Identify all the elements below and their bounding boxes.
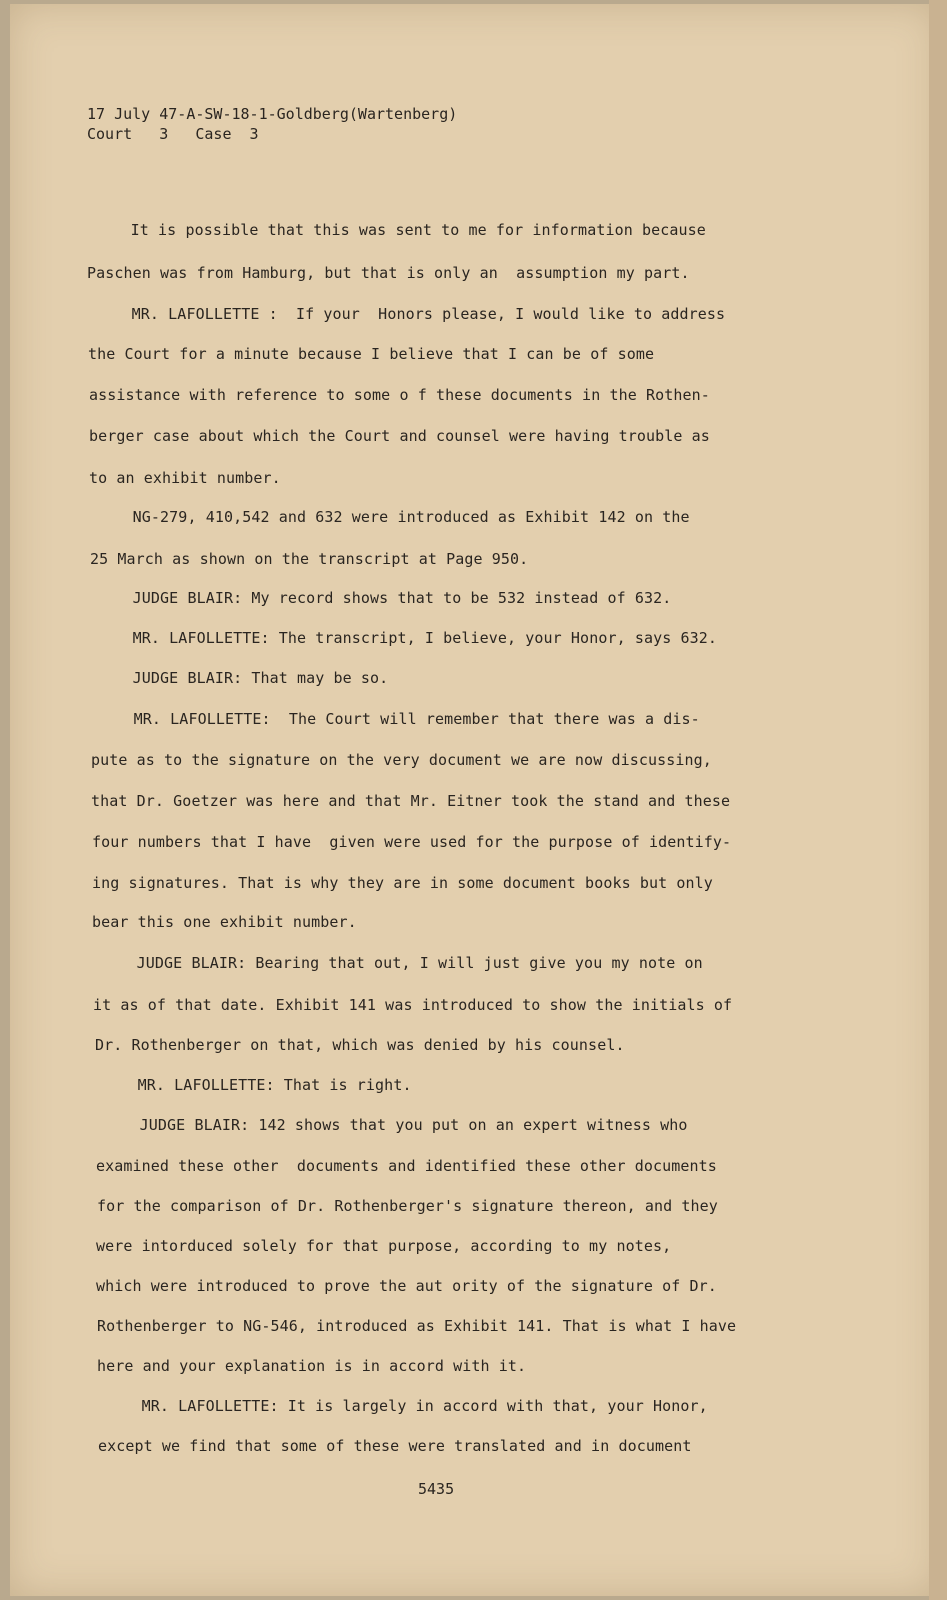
- transcript-line: four numbers that I have given were used for the purpose of identify-: [92, 833, 732, 851]
- document-header: [87, 104, 457, 144]
- transcript-line: 25 March as shown on the transcript at Page 950.: [90, 550, 529, 568]
- transcript-line: examined these other documents and identified these other documents: [96, 1157, 717, 1175]
- header-line-2: Court 3 Case 3: [87, 125, 259, 143]
- transcript-line: bear this one exhibit number.: [92, 913, 357, 931]
- transcript-line: were intorduced solely for that purpose, according to my notes,: [96, 1237, 672, 1255]
- transcript-line: Paschen was from Hamburg, but that is only an assumption my part.: [87, 264, 690, 282]
- transcript-line: berger case about which the Court and counsel were having trouble as: [89, 427, 710, 445]
- transcript-line: MR. LAFOLLETTE: The transcript, I believe, your Honor, says 632.: [87, 629, 718, 647]
- transcript-line: ing signatures. That is why they are in some document books but only: [92, 874, 713, 892]
- transcript-line: here and your explanation is in accord with it.: [97, 1357, 527, 1375]
- transcript-line: assistance with reference to some o f these documents in the Rothen-: [89, 386, 710, 404]
- transcript-line: MR. LAFOLLETTE : If your Honors please, I would like to address: [86, 305, 726, 323]
- header-line-1: 17 July 47-A-SW-18-1-Goldberg(Wartenberg): [87, 105, 458, 123]
- transcript-line: it as of that date. Exhibit 141 was introduced to show the initials of: [93, 996, 733, 1014]
- transcript-line: MR. LAFOLLETTE: The Court will remember that there was a dis-: [88, 710, 700, 728]
- transcript-line: for the comparison of Dr. Rothenberger's signature thereon, and they: [97, 1197, 718, 1215]
- transcript-line: JUDGE BLAIR: That may be so.: [87, 669, 389, 687]
- page-number: 5435: [418, 1480, 455, 1498]
- transcript-line: MR. LAFOLLETTE: That is right.: [92, 1076, 412, 1094]
- transcript-line: pute as to the signature on the very document we are now discussing,: [91, 751, 712, 769]
- transcript-line: NG-279, 410,542 and 632 were introduced as Exhibit 142 on the: [87, 508, 690, 526]
- transcript-line: which were introduced to prove the aut ority of the signature of Dr.: [96, 1277, 717, 1295]
- transcript-line: the Court for a minute because I believe that I can be of some: [88, 345, 655, 363]
- transcript-line: to an exhibit number.: [89, 469, 281, 487]
- transcript-line: Dr. Rothenberger on that, which was denied by his counsel.: [95, 1036, 625, 1054]
- transcript-line: Rothenberger to NG-546, introduced as Exhibit 141. That is what I have: [97, 1317, 737, 1335]
- transcript-line: JUDGE BLAIR: 142 shows that you put on an expert witness who: [94, 1116, 688, 1134]
- transcript-line: JUDGE BLAIR: My record shows that to be 532 instead of 632.: [87, 589, 672, 607]
- transcript-line: It is possible that this was sent to me for information because: [85, 221, 706, 239]
- transcript-line: JUDGE BLAIR: Bearing that out, I will just give you my note on: [91, 954, 703, 972]
- transcript-line: that Dr. Goetzer was here and that Mr. Eitner took the stand and these: [91, 792, 731, 810]
- transcript-line: MR. LAFOLLETTE: It is largely in accord with that, your Honor,: [96, 1397, 708, 1415]
- page-edge: [929, 0, 947, 1600]
- transcript-line: except we find that some of these were translated and in document: [98, 1437, 692, 1455]
